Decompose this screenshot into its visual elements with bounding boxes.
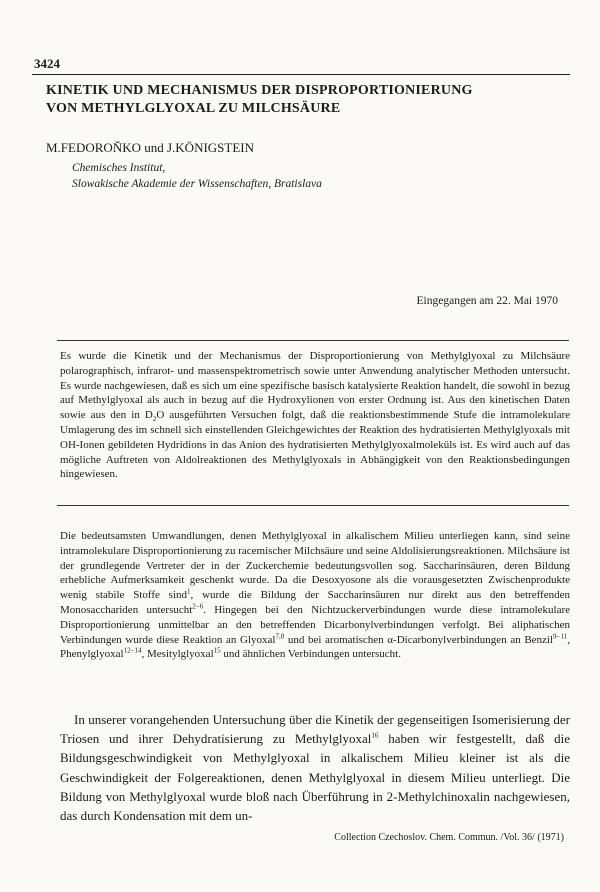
authors: M.FEDOROŇKO und J.KÖNIGSTEIN — [46, 140, 254, 155]
subscript-2: 2 — [152, 415, 157, 424]
abstract-top-rule — [57, 340, 569, 341]
intro-text-3: . Hingegen bei den Nichtzuckerverbindungen wurde diese intramolekulare Disproportionierung unmittelbar an den betreffenden Dicarbonylverbindungen verfolgt. Bei aliphatischen Verbindungen wurde diese Reaktion an Glyoxal — [60, 603, 570, 646]
title-line-2: VON METHYLGLYOXAL ZU MILCHSÄURE — [46, 101, 341, 116]
abstract-text-b: O ausgeführten Versuchen folgt, daß die reaktionsbestimmende Stufe die intramolekulare Umlagerung des im schnell sich einstellenden Gleichgewichtes der Reaktion des hydratisierten Methylglyoxals mit OH-Ionen gebildeten Hydridions in das Anion des hydratisierten Methylglyoxalmoleküls ist. Es wird auch auf das mögliche Auftreten von Aldolreaktionen des Methylglyoxals in Abhängigkeit von den Reaktionsbedingungen hingewiesen. — [60, 409, 571, 481]
abstract-bottom-rule — [57, 505, 569, 506]
main-text-1: In unserer vorangehenden Untersuchung über die Kinetik der gegenseitigen Isomerisierung der Triosen und ihrer Dehydratisierung zu Methylglyoxal — [60, 712, 570, 747]
ref-7-8: 7,8 — [275, 631, 285, 640]
ref-1: 1 — [187, 587, 191, 596]
article-title — [46, 82, 566, 118]
ref-2-6: 2−6 — [192, 602, 204, 611]
abstract — [60, 349, 570, 482]
intro-text-2: , wurde die Bildung der Saccharinsäuren nur direkt aus den betreffenden Monosacchariden untersucht — [60, 589, 570, 616]
ref-16: 16 — [371, 731, 379, 740]
header-rule — [32, 74, 570, 75]
institution-line-2: Slowakische Akademie der Wissenschaften, Bratislava — [72, 178, 322, 190]
intro-text-6: , Mesitylglyoxal — [141, 648, 214, 661]
ref-9-11: 9−11 — [553, 631, 568, 640]
journal-footer: Collection Czechoslov. Chem. Commun. /Vol. 36/ (1971) — [334, 832, 564, 843]
institution-line-1: Chemisches Institut, — [72, 162, 166, 174]
intro-text-4: und bei aromatischen α-Dicarbonylverbindungen an Benzil — [284, 633, 554, 646]
main-text-2: haben wir festgestellt, daß die Bildungsgeschwindigkeit von Methylglyoxal in alkalischem Milieu kleiner ist als die Geschwindigkeit der Folgereaktionen, denen Methylglyoxal in diesem Milieu unterliegt. Die Bildung von Methylglyoxal wurde bloß nach Überführung in 2-Methylchinoxalin nachgewiesen, das durch Kondensation mit dem un- — [60, 731, 570, 824]
institution — [72, 160, 322, 192]
intro-text-1: Die bedeutsamsten Umwandlungen, denen Methylglyoxal in alkalischem Milieu unterliegen kann, sind seine intramolekulare Disproportionierung zu racemischer Milchsäure und seine Aldolisierungsreaktionen. Milchsäure ist der grundlegende Vertreter der in der Zuckerchemie bedeutungsvollen sog. Saccharinsäuren, deren Bildung erhebliche Aufmerksamkeit geschenkt wurde. Da die Desoxyosone als die vorausgesetzten Zwischenprodukte wenig stabile Stoffe sind — [60, 530, 570, 602]
abstract-text-a: Es wurde die Kinetik und der Mechanismus der Disproportionierung von Methylglyoxal zu Milchsäure polarographisch, infrarot- und massenspektrometrisch sowie unter Anwendung analytischer Methoden untersucht. Es wurde nachgewiesen, daß es sich um eine spezifische basisch katalysierte Reaktion handelt, die sowohl in bezug auf Methylglyoxal als auch in bezug auf die Hydroxylionen von erster Ordnung ist. Aus den kinetischen Daten sowie aus den in D — [60, 350, 570, 422]
intro-text-5: , Phenylglyoxal — [60, 633, 570, 661]
main-paragraph — [60, 710, 570, 825]
page-number: 3424 — [34, 56, 60, 71]
intro-paragraph — [60, 529, 570, 662]
ref-15: 15 — [213, 646, 221, 655]
intro-text-7: und ähnlichen Verbindungen untersucht. — [220, 648, 401, 661]
received-date: Eingegangen am 22. Mai 1970 — [416, 295, 558, 307]
ref-12-14: 12−14 — [123, 646, 142, 655]
title-line-1: KINETIK UND MECHANISMUS DER DISPROPORTIONIERUNG — [46, 83, 473, 98]
